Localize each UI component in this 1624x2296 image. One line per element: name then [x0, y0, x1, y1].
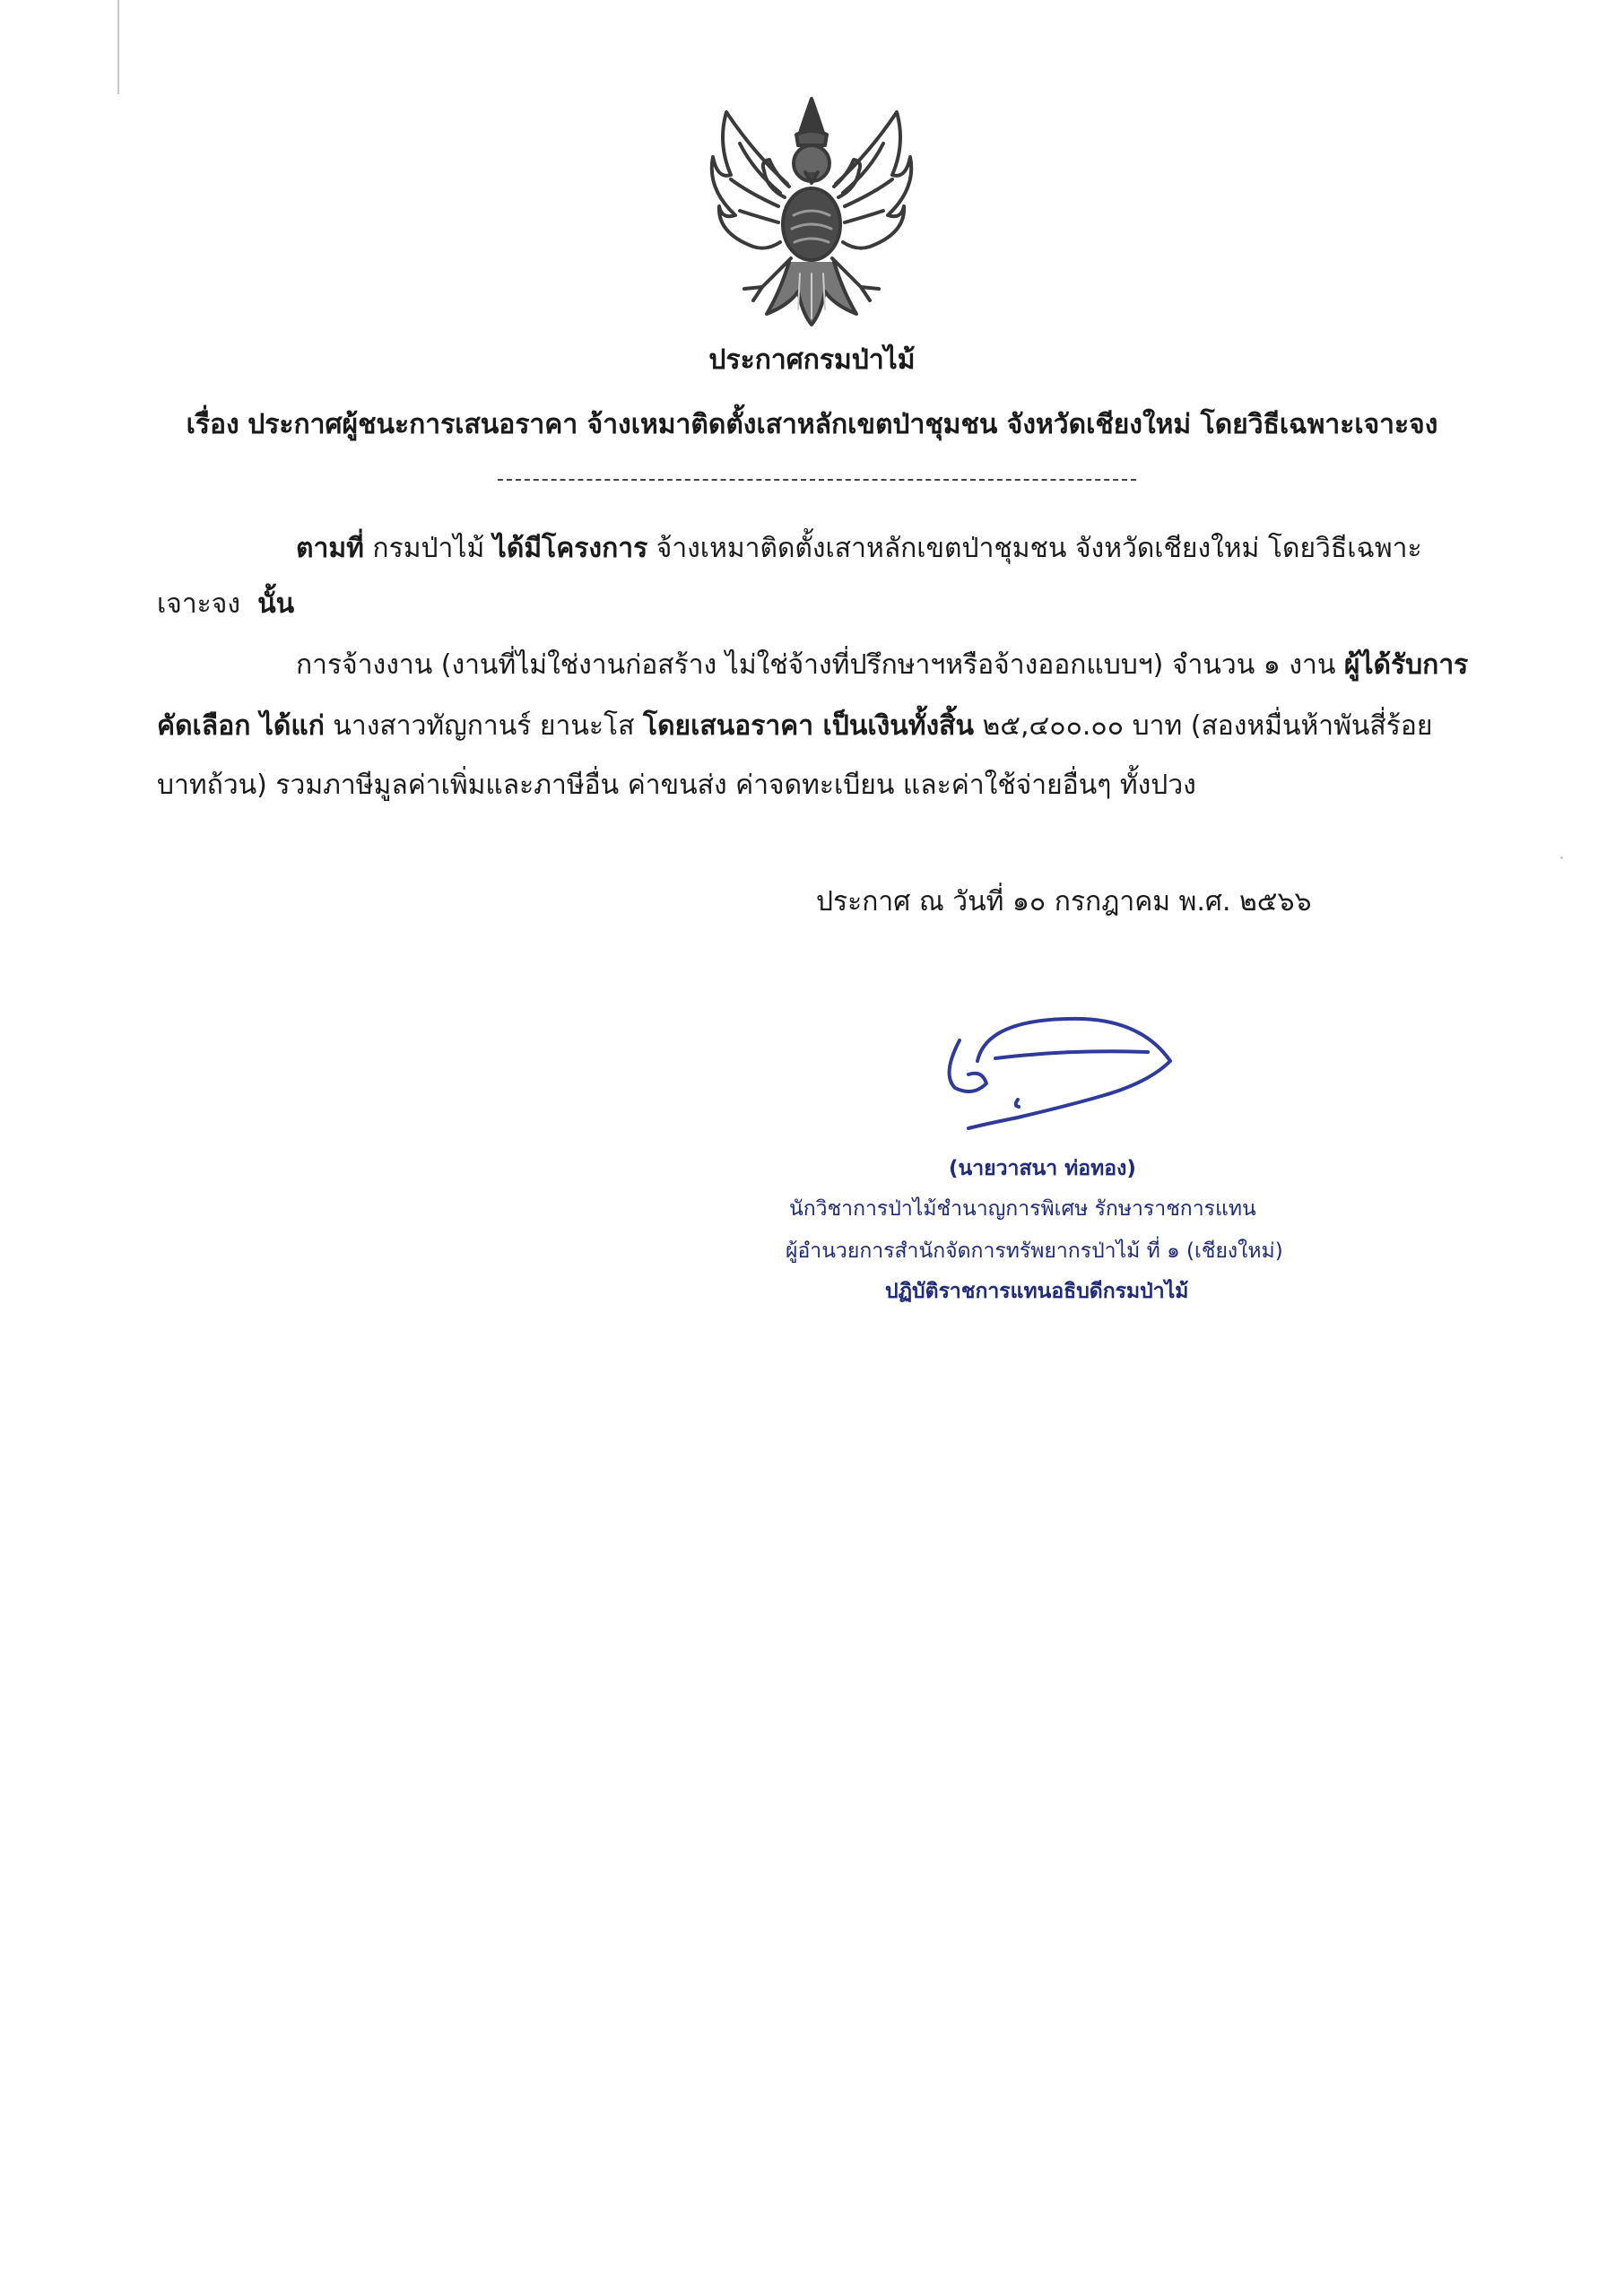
para2-l2a: คัดเลือก ได้แก่: [157, 710, 325, 742]
para1-lead: ตามที่: [296, 533, 364, 564]
para2-l1a: การจ้างงาน (งานที่ไม่ใช่งานก่อสร้าง ไม่ใช่จ้างที่ปรึกษาฯหรือจ้างออกแบบฯ) จำนวน ๑ งาน: [296, 649, 1344, 681]
garuda-emblem: [690, 90, 933, 332]
para2-l2d: ๒๕,๔๐๐.๐๐ บาท (สองหมื่นห้าพันสี่ร้อย: [974, 710, 1433, 742]
handwritten-signature: [933, 1012, 1193, 1137]
subject-body: ประกาศผู้ชนะการเสนอราคา จ้างเหมาติดตั้งเสาหลักเขตป่าชุมชน จังหวัดเชียงใหม่ โดยวิธีเฉพาะเจาะจง: [248, 409, 1438, 440]
para1-part1: กรมป่าไม้: [363, 533, 493, 564]
paragraph-2-line-1: [296, 644, 1468, 686]
para2-l3: บาทถ้วน) รวมภาษีมูลค่าเพิ่มและภาษีอื่น ค่าขนส่ง ค่าจดทะเบียน และค่าใช้จ่ายอื่นๆ ทั้งปวง: [157, 770, 1196, 801]
paragraph-1-line-2: [157, 583, 294, 625]
dashed-divider: [498, 479, 1136, 481]
announcement-date: ประกาศ ณ วันที่ ๑๐ กรกฎาคม พ.ศ. ๒๕๖๖: [816, 886, 1312, 918]
subject-label: เรื่อง: [186, 409, 239, 440]
para1-end: นั้น: [257, 588, 295, 620]
paragraph-2-line-2: [157, 705, 1432, 747]
signatory-position-3: ปฏิบัติราชการแทนอธิบดีกรมป่าไม้: [885, 1280, 1189, 1303]
para2-l2c: โดยเสนอราคา เป็นเงินทั้งสิ้น: [642, 710, 974, 742]
paragraph-1-line-1: [296, 527, 1422, 570]
document-title: ประกาศกรมป่าไม้: [708, 344, 916, 376]
document-subject: [0, 404, 1624, 446]
signatory-position-2: ผู้อำนวยการสำนักจัดการทรัพยากรป่าไม้ ที่ ๑ (เชียงใหม่): [786, 1239, 1283, 1263]
paragraph-2-line-3: [157, 764, 1196, 806]
para1-bold2: ได้มีโครงการ: [492, 533, 648, 564]
scan-mark: [117, 0, 119, 94]
para1-cont: เจาะจง: [157, 588, 241, 620]
para2-l2b: นางสาวทัญกานร์ ยานะโส: [324, 710, 643, 742]
signatory-position-1: นักวิชาการป่าไม้ชำนาญการพิเศษ รักษาราชการแทน: [789, 1197, 1256, 1221]
scan-mark: [1560, 857, 1563, 859]
para2-l1b: ผู้ได้รับการ: [1343, 649, 1469, 681]
signatory-name: (นายวาสนา ท่อทอง): [949, 1157, 1136, 1180]
para1-part2: จ้างเหมาติดตั้งเสาหลักเขตป่าชุมชน จังหวัดเชียงใหม่ โดยวิธีเฉพาะ: [647, 533, 1422, 564]
